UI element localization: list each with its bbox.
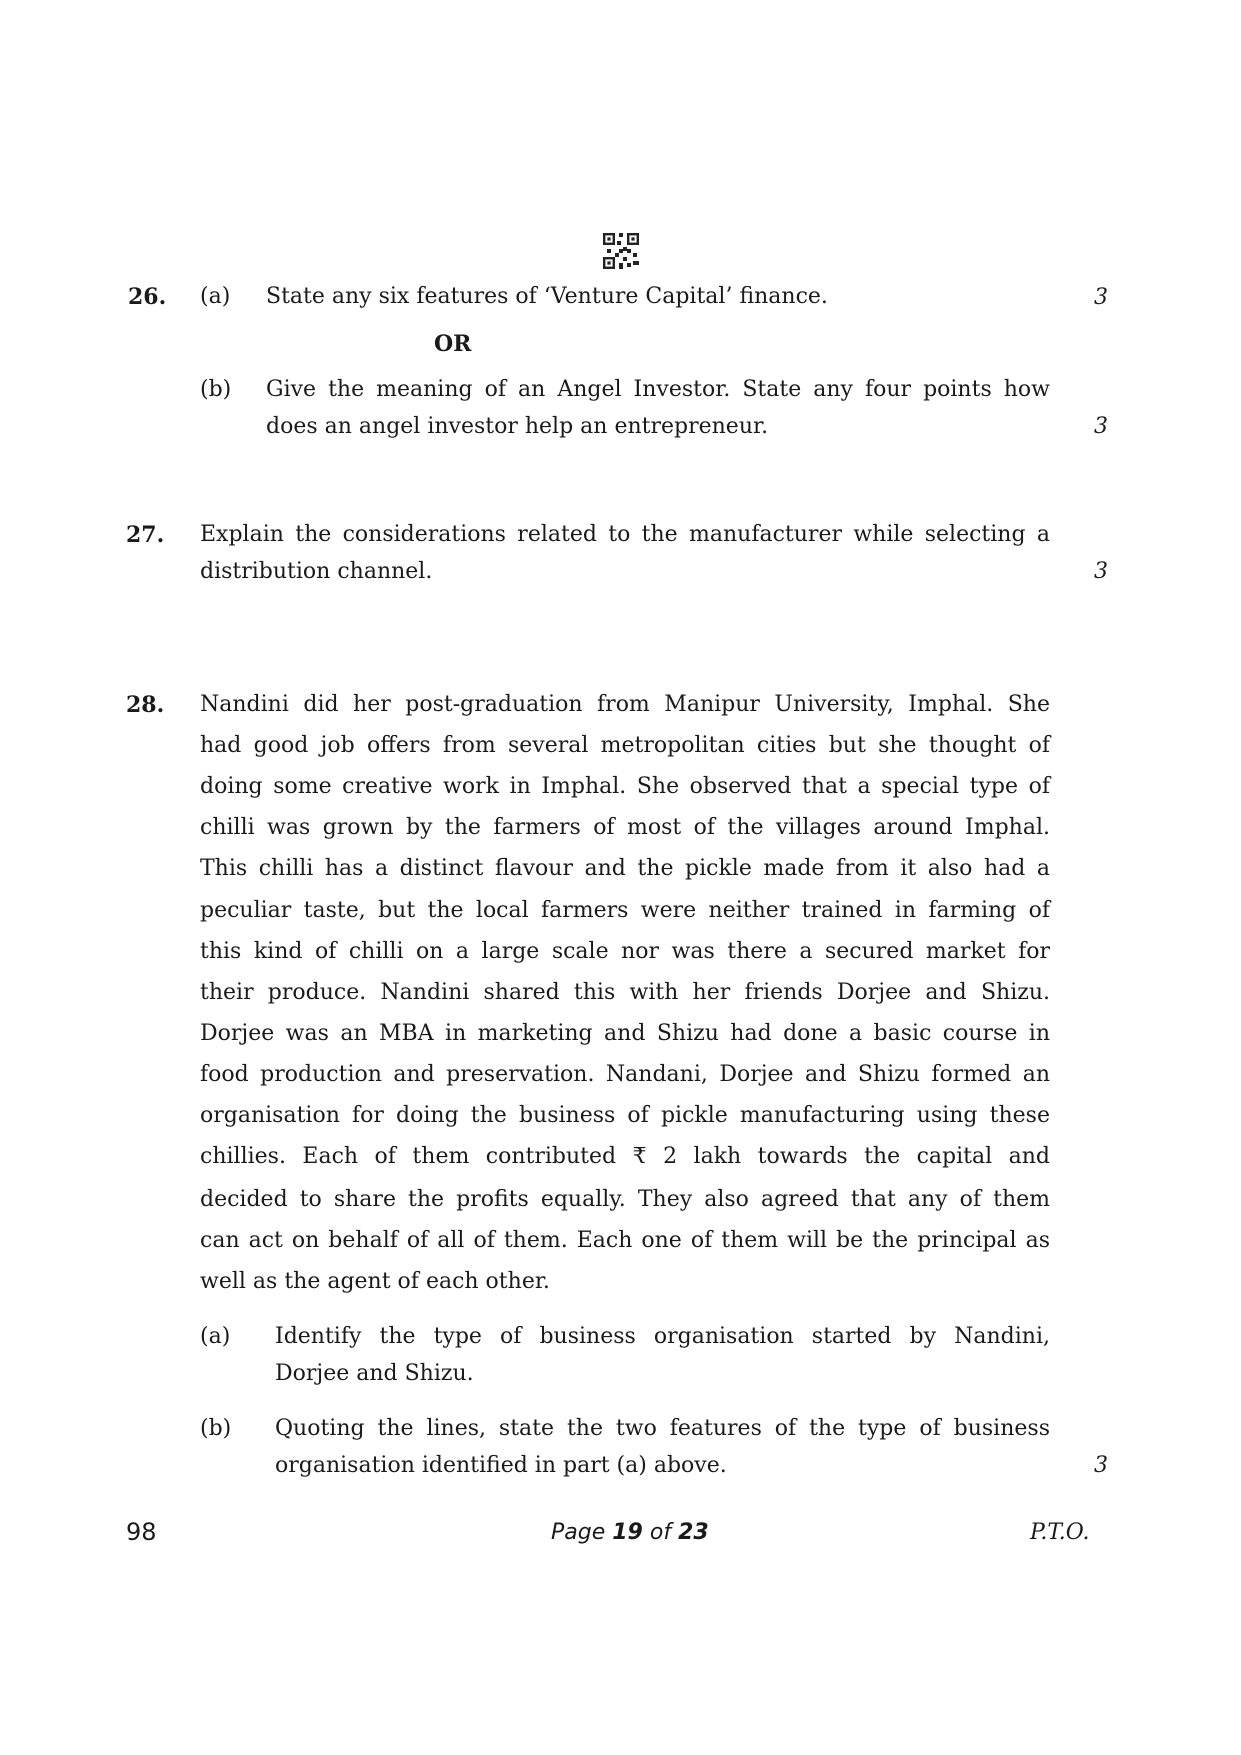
paragraph-line: this kind of chilli on a large scale nor was there a secured market for xyxy=(200,939,1050,964)
sub-label: (a) xyxy=(200,1324,231,1349)
paragraph-line: doing some creative work in Imphal. She observed that a special type of xyxy=(200,774,1050,799)
question-text: Give the meaning of an Angel Investor. State any four points how does an angel investor help an entrepreneur. xyxy=(266,377,1050,439)
marks: 3 xyxy=(1094,559,1108,584)
sub-label: (a) xyxy=(200,284,231,309)
qr-code-icon xyxy=(603,232,639,270)
paragraph-line: Dorjee was an MBA in marketing and Shizu had done a basic course in xyxy=(200,1021,1050,1046)
question-text: Quoting the lines, state the two features of the type of business organisation identified in part (a) above. xyxy=(275,1416,1050,1478)
paragraph-line: chillies. Each of them contributed ₹ 2 lakh towards the capital and xyxy=(200,1144,1050,1169)
paragraph-line: food production and preservation. Nandani, Dorjee and Shizu formed an xyxy=(200,1062,1050,1087)
question-text: Identify the type of business organisation started by Nandini, Dorjee and Shizu. xyxy=(275,1324,1050,1386)
paragraph-line: peculiar taste, but the local farmers were neither trained in farming of xyxy=(200,898,1050,923)
paragraph-line: chilli was grown by the farmers of most of the villages around Imphal. xyxy=(200,815,1050,840)
question-number: 28. xyxy=(126,692,165,718)
paragraph-line: their produce. Nandini shared this with her friends Dorjee and Shizu. xyxy=(200,980,1050,1005)
paragraph-line: well as the agent of each other. xyxy=(200,1269,550,1294)
paper-code: 98 xyxy=(126,1518,157,1546)
paragraph-line: This chilli has a distinct flavour and the pickle made from it also had a xyxy=(200,856,1050,881)
question-number: 26. xyxy=(128,284,167,310)
paragraph-line: had good job offers from several metropolitan cities but she thought of xyxy=(200,733,1050,758)
question-number: 27. xyxy=(126,522,165,548)
or-separator: OR xyxy=(434,331,472,357)
question-text: Explain the considerations related to the manufacturer while selecting a distribution channel. xyxy=(200,522,1050,584)
marks: 3 xyxy=(1094,1453,1108,1478)
marks: 3 xyxy=(1094,285,1108,310)
paragraph-line: organisation for doing the business of pickle manufacturing using these xyxy=(200,1103,1050,1128)
sub-label: (b) xyxy=(200,377,232,402)
pto-label: P.T.O. xyxy=(1030,1520,1090,1545)
paragraph-line: decided to share the profits equally. They also agreed that any of them xyxy=(200,1187,1050,1212)
question-text: State any six features of ‘Venture Capital’ finance. xyxy=(266,284,828,309)
marks: 3 xyxy=(1094,414,1108,439)
paragraph-line: can act on behalf of all of them. Each one of them will be the principal as xyxy=(200,1228,1050,1253)
paragraph-line: Nandini did her post-graduation from Manipur University, Imphal. She xyxy=(200,692,1050,717)
sub-label: (b) xyxy=(200,1416,232,1441)
page-indicator: Page 19 of 23 xyxy=(551,1520,709,1545)
